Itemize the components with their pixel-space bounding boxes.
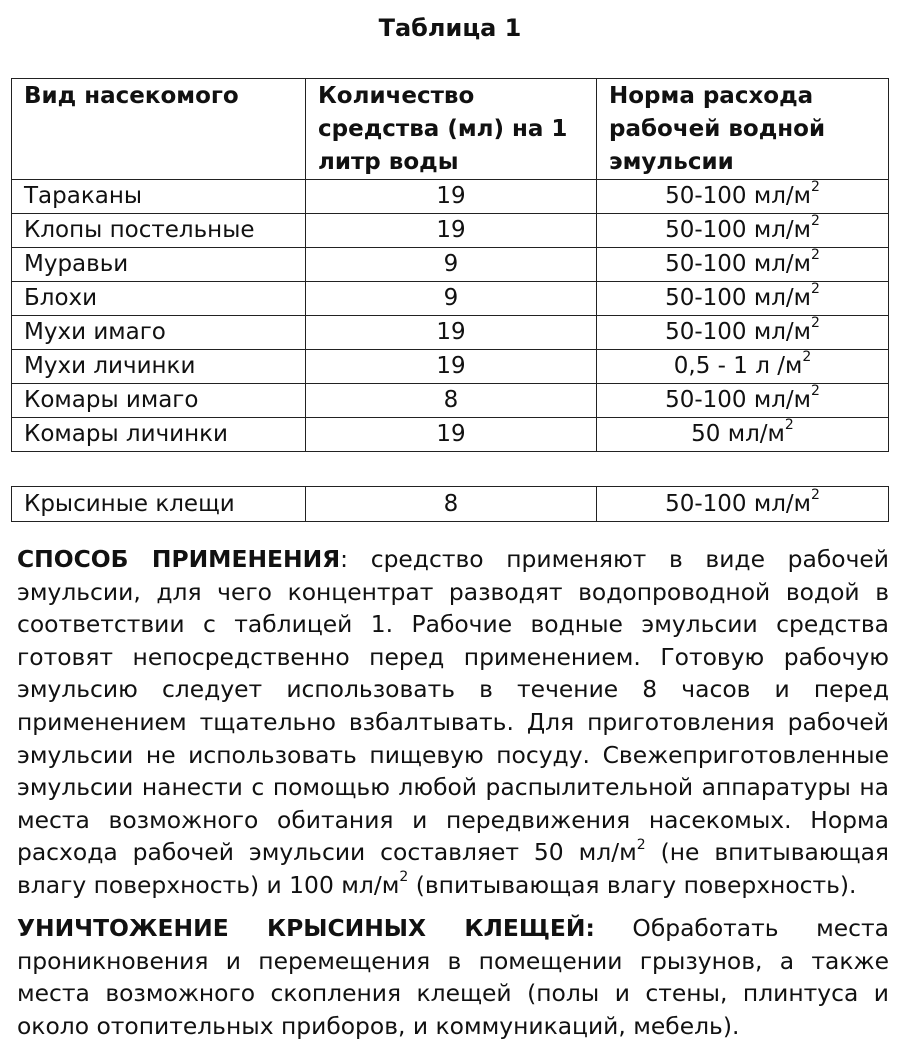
amount-value: 19 [306, 316, 597, 350]
amount-value: 19 [306, 214, 597, 248]
header-amount: Количество средства (мл) на 1 литр воды [306, 79, 597, 180]
insect-name: Комары имаго [12, 384, 306, 418]
insect-dosage-table [11, 78, 889, 452]
rate-value: 50-100 $мл/м^2$ [597, 384, 889, 418]
amount-value: 8 [306, 487, 597, 522]
rate-value: 50-100 $мл/м^2$ [597, 214, 889, 248]
insect-name: Комары личинки [12, 418, 306, 452]
amount-value: 19 [306, 350, 597, 384]
rat-mite-table [11, 486, 889, 522]
rate-value: 50-100 $мл/м^2$ [597, 487, 889, 522]
insect-name: Крысиные клещи [12, 487, 306, 522]
rat-mite-paragraph: УНИЧТОЖЕНИЕ КРЫСИНЫХ КЛЕЩЕЙ: Обработать места проникновения и перемещения в помещении грызунов, а также места возможного скопления клещей (полы и стены, плинтуса и около отопительных приборов, и коммуникаций, мебель). [17, 914, 889, 1040]
amount-value: 19 [306, 418, 597, 452]
table-header-row [12, 79, 889, 180]
table-row [12, 418, 889, 452]
table-row [12, 316, 889, 350]
table-row [12, 214, 889, 248]
rate-value: 50-100 $мл/м^2$ [597, 282, 889, 316]
table-row [12, 248, 889, 282]
rate-value: 50-100 $мл/м^2$ [597, 248, 889, 282]
table-row [12, 487, 889, 522]
rate-value: 50-100 $мл/м^2$ [597, 316, 889, 350]
amount-value: 9 [306, 248, 597, 282]
insect-name: Клопы постельные [12, 214, 306, 248]
insect-name: Муравьи [12, 248, 306, 282]
rat-mite-heading: УНИЧТОЖЕНИЕ КРЫСИНЫХ КЛЕЩЕЙ: [17, 914, 595, 942]
rate-value: 0,5 - 1 л $/м^2$ [597, 350, 889, 384]
header-consumption-rate: Норма расхода рабочей водной эмульсии [597, 79, 889, 180]
table-row [12, 180, 889, 214]
insect-name: Мухи личинки [12, 350, 306, 384]
insect-name: Мухи имаго [12, 316, 306, 350]
amount-value: 8 [306, 384, 597, 418]
insect-name: Тараканы [12, 180, 306, 214]
table-row [12, 350, 889, 384]
amount-value: 9 [306, 282, 597, 316]
table-row [12, 282, 889, 316]
amount-value: 19 [306, 180, 597, 214]
application-method-paragraph: СПОСОБ ПРИМЕНЕНИЯ: средство применяют в виде рабочей эмульсии, для чего концентрат разводят водопроводной водой в соответствии с таблицей 1. Рабочие водные эмульсии средства готовят непосредственно перед применением. Готовую рабочую эмульсию следует использовать в течение 8 часов и перед применением тщательно взбалтывать. Для приготовления рабочей эмульсии не использовать пищевую посуду. Свежеприготовленные эмульсии нанести с помощью любой распылительной аппаратуры на места возможного обитания и передвижения насекомых. Норма расхода рабочей эмульсии составляет 50 $мл/м^2$ (не впитывающая влагу поверхность) и 100 $мл/м^2$ (впитывающая влагу поверхность). [17, 545, 889, 899]
rate-value: 50-100 $мл/м^2$ [597, 180, 889, 214]
insect-name: Блохи [12, 282, 306, 316]
rate-value: 50 $мл/м^2$ [597, 418, 889, 452]
table-row [12, 384, 889, 418]
application-heading: СПОСОБ ПРИМЕНЕНИЯ [17, 545, 341, 573]
header-insect-type: Вид насекомого [12, 79, 306, 180]
table-title: Таблица 1 [378, 14, 522, 42]
